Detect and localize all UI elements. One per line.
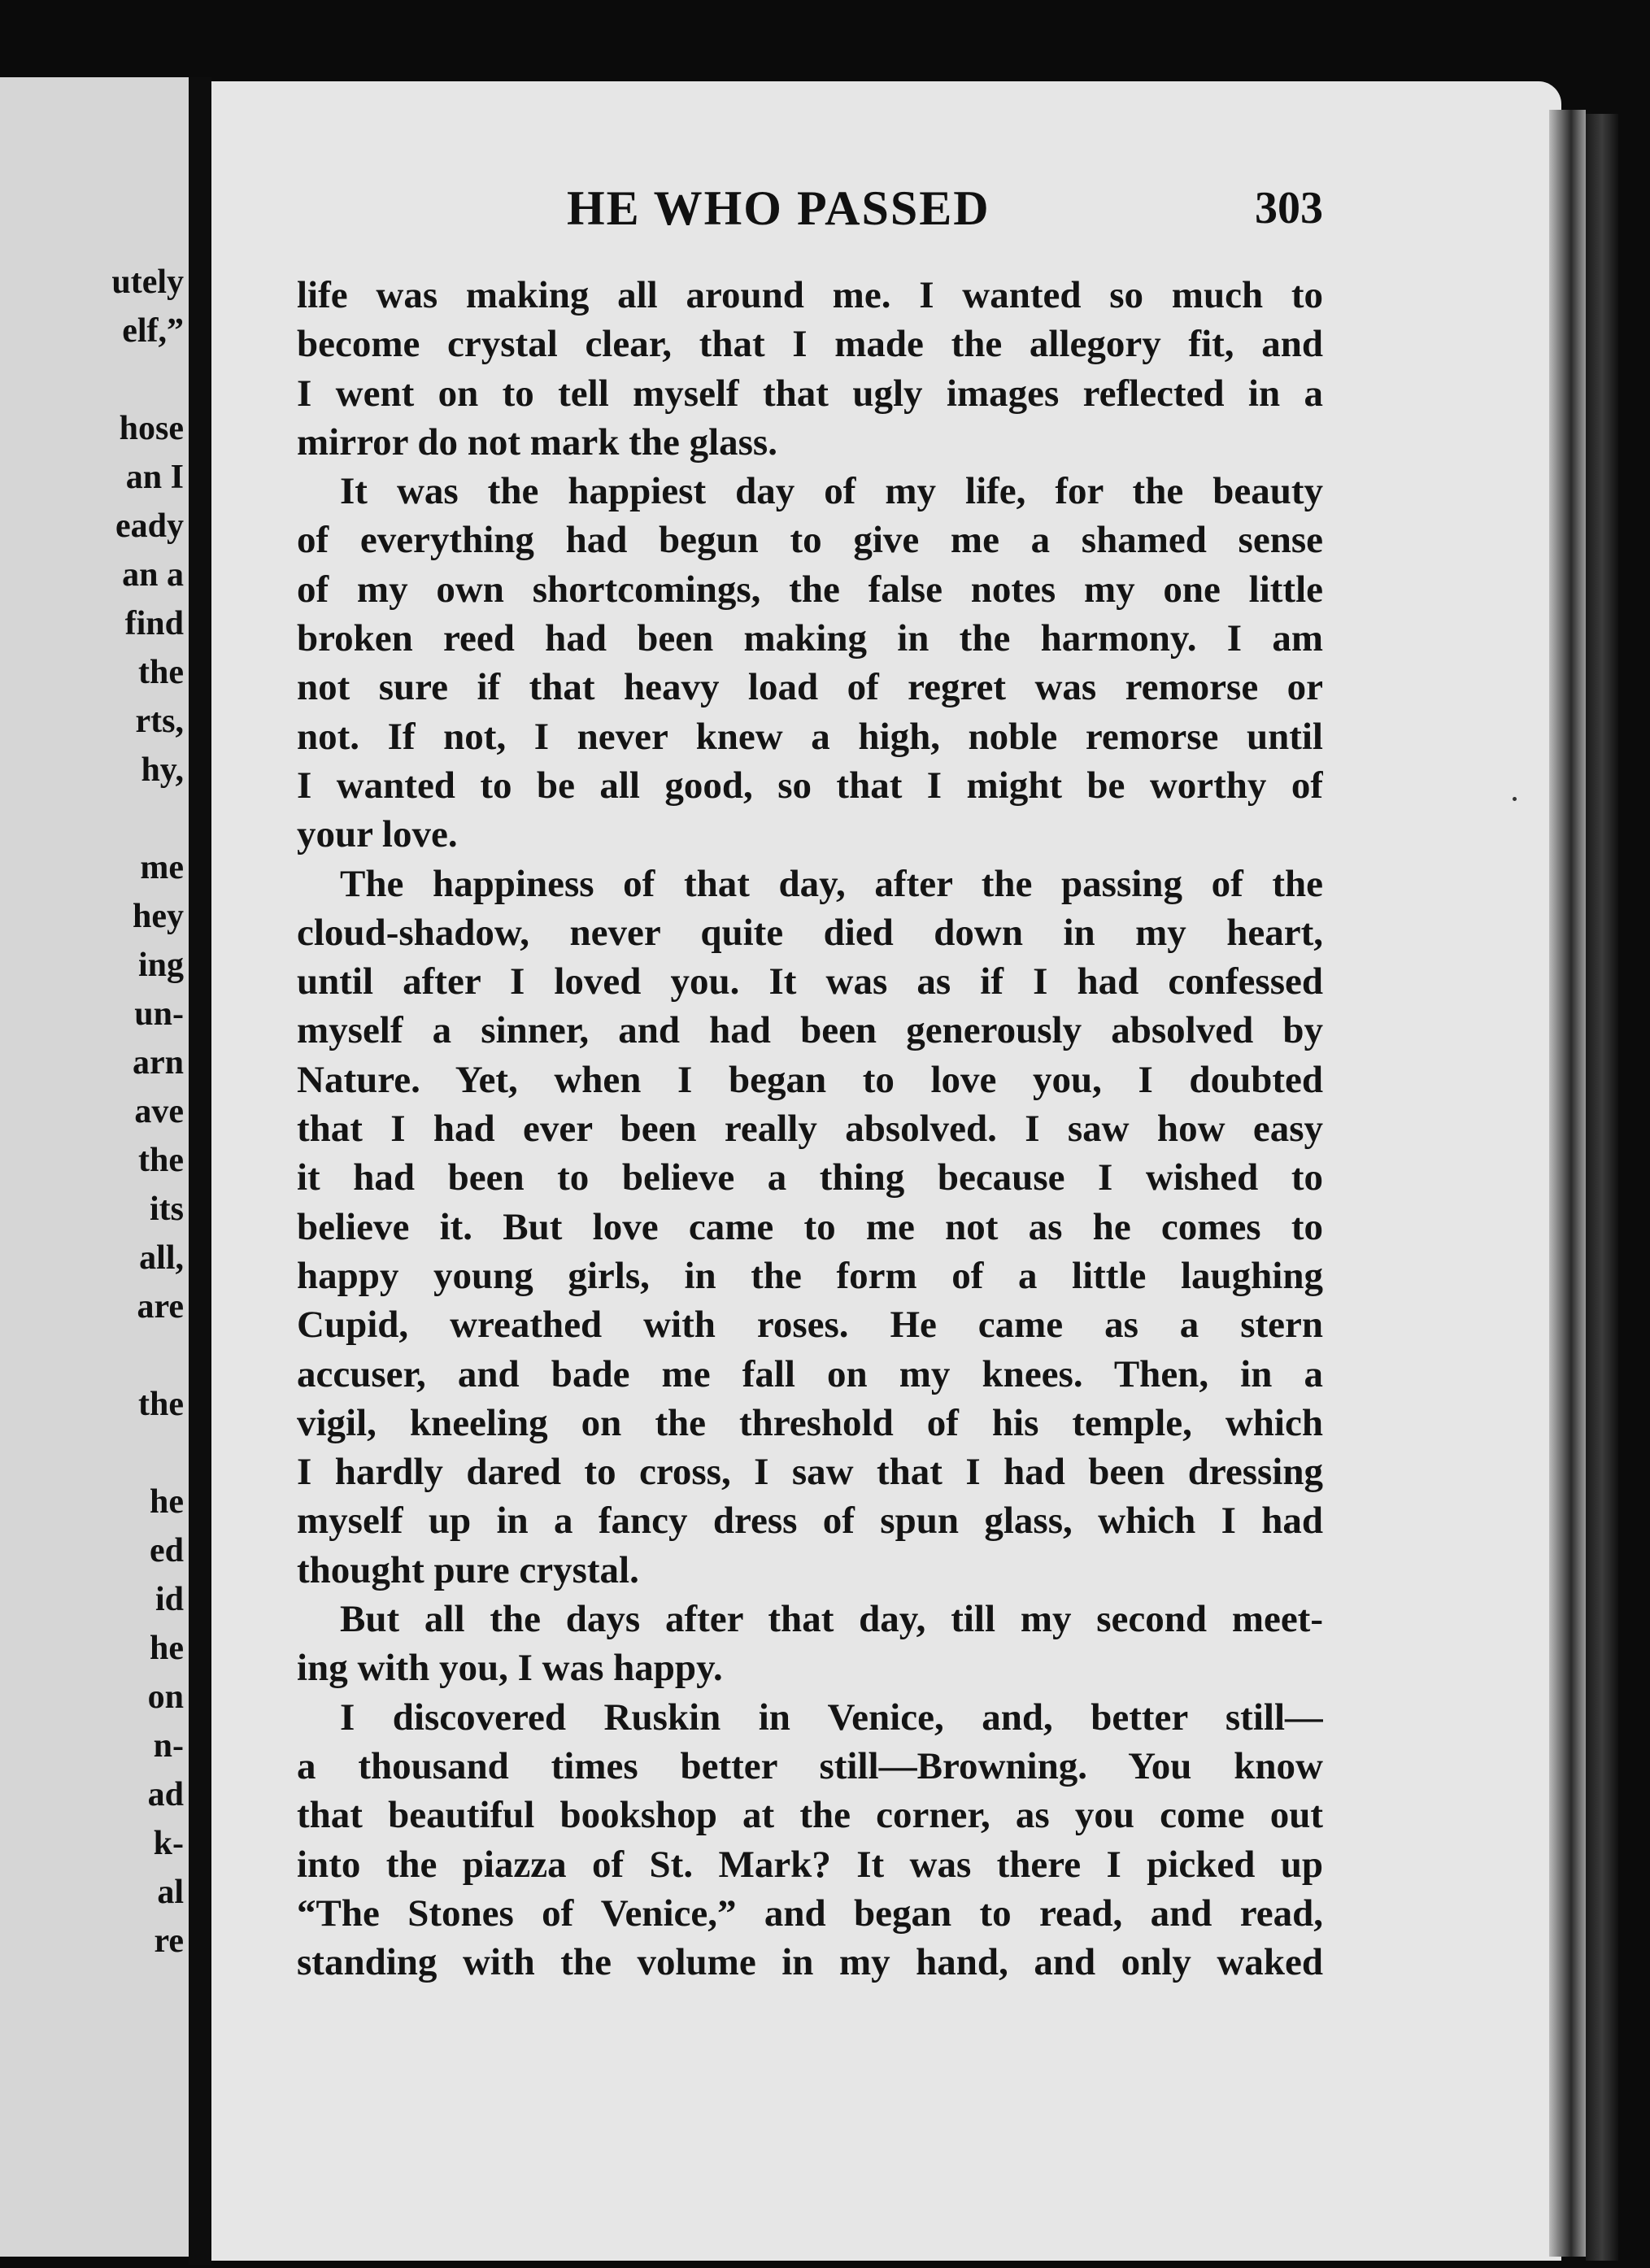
text-line: cloud-shadow, never quite died down in my heart,	[297, 911, 1323, 954]
text-line: happy young girls, in the form of a little laughing	[297, 1254, 1323, 1297]
text-line: of everything had begun to give me a shamed sense	[297, 519, 1323, 562]
left-page-line: hy,	[141, 751, 184, 789]
page-body-text	[297, 271, 1323, 1987]
text-line: The happiness of that day, after the passing of the	[340, 862, 1323, 905]
text-line: I hardly dared to cross, I saw that I had been dressing	[297, 1451, 1323, 1494]
text-line: a thousand times better still—Browning. You know	[297, 1744, 1323, 1787]
left-facing-page	[0, 77, 189, 2257]
left-page-line: he	[150, 1630, 184, 1667]
text-line: it had been to believe a thing because I wished to	[297, 1156, 1323, 1199]
book-gutter	[189, 77, 211, 2265]
text-line: into the piazza of St. Mark? It was there I picked up	[297, 1843, 1323, 1886]
left-page-line: on	[147, 1678, 184, 1716]
left-page-line: the	[138, 654, 184, 691]
left-page-line: k-	[153, 1825, 184, 1862]
text-line: myself a sinner, and had been generously absolved by	[297, 1009, 1323, 1052]
text-line: not sure if that heavy load of regret was remorse or	[297, 666, 1323, 709]
text-line: vigil, kneeling on the threshold of his temple, which	[297, 1401, 1323, 1444]
left-page-line: find	[124, 605, 184, 642]
text-line: Nature. Yet, when I began to love you, I doubted	[297, 1058, 1323, 1101]
running-head-title: HE WHO PASSED	[567, 181, 990, 235]
left-page-line: all,	[139, 1239, 184, 1277]
left-page-line: arn	[133, 1044, 184, 1082]
text-line: that beautiful bookshop at the corner, as you come out	[297, 1794, 1323, 1837]
text-line: It was the happiest day of my life, for the beauty	[340, 470, 1323, 513]
left-page-line: id	[155, 1581, 184, 1618]
left-page-line: ed	[150, 1532, 184, 1569]
left-page-line: utely	[111, 263, 184, 301]
text-line: believe it. But love came to me not as he comes to	[297, 1205, 1323, 1248]
text-line: of my own shortcomings, the false notes my one little	[297, 568, 1323, 611]
left-page-line: ad	[147, 1776, 184, 1813]
text-line: mirror do not mark the glass.	[297, 420, 777, 464]
left-page-line: hey	[133, 898, 184, 935]
text-line: life was making all around me. I wanted so much to	[297, 274, 1323, 316]
text-line: ing with you, I was happy.	[297, 1647, 723, 1690]
text-line: not. If not, I never knew a high, noble remorse until	[297, 715, 1323, 758]
left-page-line: me	[140, 849, 184, 886]
left-page-line: re	[154, 1922, 184, 1960]
text-line: until after I loved you. It was as if I had confessed	[297, 960, 1323, 1003]
text-line: I discovered Ruskin in Venice, and, better still—	[340, 1696, 1323, 1739]
text-line: accuser, and bade me fall on my knees. Then, in a	[297, 1352, 1323, 1395]
left-page-line: the	[138, 1386, 184, 1423]
left-page-line: its	[150, 1191, 184, 1228]
left-page-line: the	[138, 1142, 184, 1179]
left-page-line: he	[150, 1483, 184, 1521]
page-number: 303	[1255, 183, 1323, 233]
left-page-line: are	[137, 1288, 184, 1326]
text-line: Cupid, wreathed with roses. He came as a stern	[297, 1304, 1323, 1347]
left-page-line: n-	[153, 1727, 184, 1765]
left-page-line: al	[157, 1874, 184, 1911]
text-line: that I had ever been really absolved. I saw how easy	[297, 1108, 1323, 1151]
left-page-line: an I	[125, 459, 184, 496]
text-line: “The Stones of Venice,” and began to read, and read,	[297, 1891, 1323, 1935]
left-page-line: an a	[122, 556, 184, 594]
text-line: broken reed had been making in the harmony. I am	[297, 617, 1323, 660]
text-line: your love.	[297, 813, 458, 856]
running-head	[297, 181, 1323, 237]
text-line: standing with the volume in my hand, and only waked	[297, 1941, 1323, 1984]
paper-speck	[1513, 797, 1517, 801]
left-page-line: elf,”	[122, 312, 184, 350]
left-page-line: un-	[134, 995, 184, 1033]
text-line: become crystal clear, that I made the allegory fit, and	[297, 323, 1323, 366]
page-edge	[1549, 110, 1586, 2257]
text-line: But all the days after that day, till my second meet-	[340, 1598, 1323, 1641]
book-cover-edge	[1586, 114, 1618, 2261]
left-page-line: hose	[119, 410, 184, 447]
left-page-line: eady	[115, 507, 184, 545]
left-page-line: ing	[137, 947, 184, 984]
text-line: myself up in a fancy dress of spun glass, which I had	[297, 1500, 1323, 1543]
left-page-line: rts,	[135, 703, 184, 740]
text-line: thought pure crystal.	[297, 1548, 639, 1591]
text-line: I wanted to be all good, so that I might be worthy of	[297, 764, 1323, 807]
text-line: I went on to tell myself that ugly images reflected in a	[297, 372, 1323, 415]
left-page-line: ave	[134, 1093, 184, 1130]
